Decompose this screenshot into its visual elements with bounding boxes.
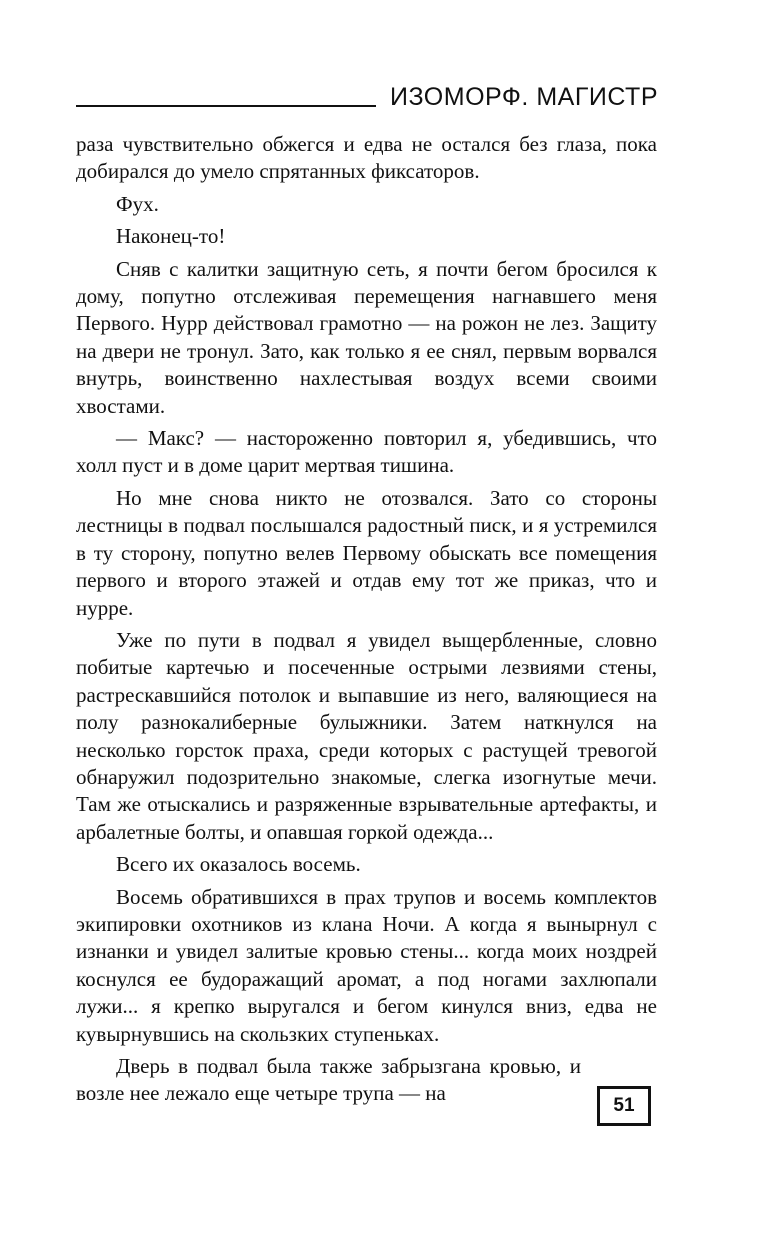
book-title: ИЗОМОРФ. МАГИСТР (390, 83, 658, 111)
page-number: 51 (597, 1086, 651, 1126)
header-rule (76, 105, 376, 107)
paragraph: — Макс? — настороженно повторил я, убедившись, что холл пуст и в доме царит мертвая тишина. (76, 426, 657, 478)
paragraph: Дверь в подвал была также забрызгана кровью, и возле нее лежало еще четыре трупа — на (76, 1054, 581, 1106)
page-body (76, 131, 657, 1108)
paragraph: Сняв с калитки защитную сеть, я почти бегом бросился к дому, попутно отслеживая перемещения нагнавшего меня Первого. Нурр действовал грамотно — на рожон не лез. Защиту на двери не тронул. Зато, как только я ее снял, первым ворвался внутрь, воинственно нахлестывая воздух всеми своими хвостами. (76, 256, 657, 418)
paragraph-continuation: раза чувствительно обжегся и едва не остался без глаза, пока добирался до умело спрятанных фиксаторов. (76, 132, 657, 184)
paragraph: Фух. (116, 191, 159, 216)
running-header (76, 82, 658, 112)
paragraph: Всего их оказалось восемь. (116, 852, 361, 877)
paragraph: Уже по пути в подвал я увидел выщербленные, словно побитые картечью и посеченные острыми лезвиями стены, растрескавшийся потолок и выпавшие из него, валяющиеся на полу разнокалиберные булыжники. Затем наткнулся на несколько горсток праха, среди которых с растущей тревогой обнаружил подозрительно знакомые, слегка изогнутые мечи. Там же отыскались и разряженные взрывательные артефакты, и арбалетные болты, и опавшая горкой одежда... (76, 627, 657, 844)
paragraph: Восемь обратившихся в прах трупов и восемь комплектов экипировки охотников из клана Ночи. А когда я вынырнул с изнанки и увидел залитые кровью стены... когда моих ноздрей коснулся ее будоражащий аромат, а под ногами захлюпали лужи... я крепко выругался и бегом кинулся вниз, едва не кувырнувшись на скользких ступеньках. (76, 884, 657, 1046)
paragraph: Наконец-то! (116, 224, 226, 249)
paragraph: Но мне снова никто не отозвался. Зато со стороны лестницы в подвал послышался радостный писк, и я устремился в ту сторону, попутно велев Первому обыскать все помещения первого и второго этажей и отдав ему тот же приказ, что и нурре. (76, 485, 657, 620)
